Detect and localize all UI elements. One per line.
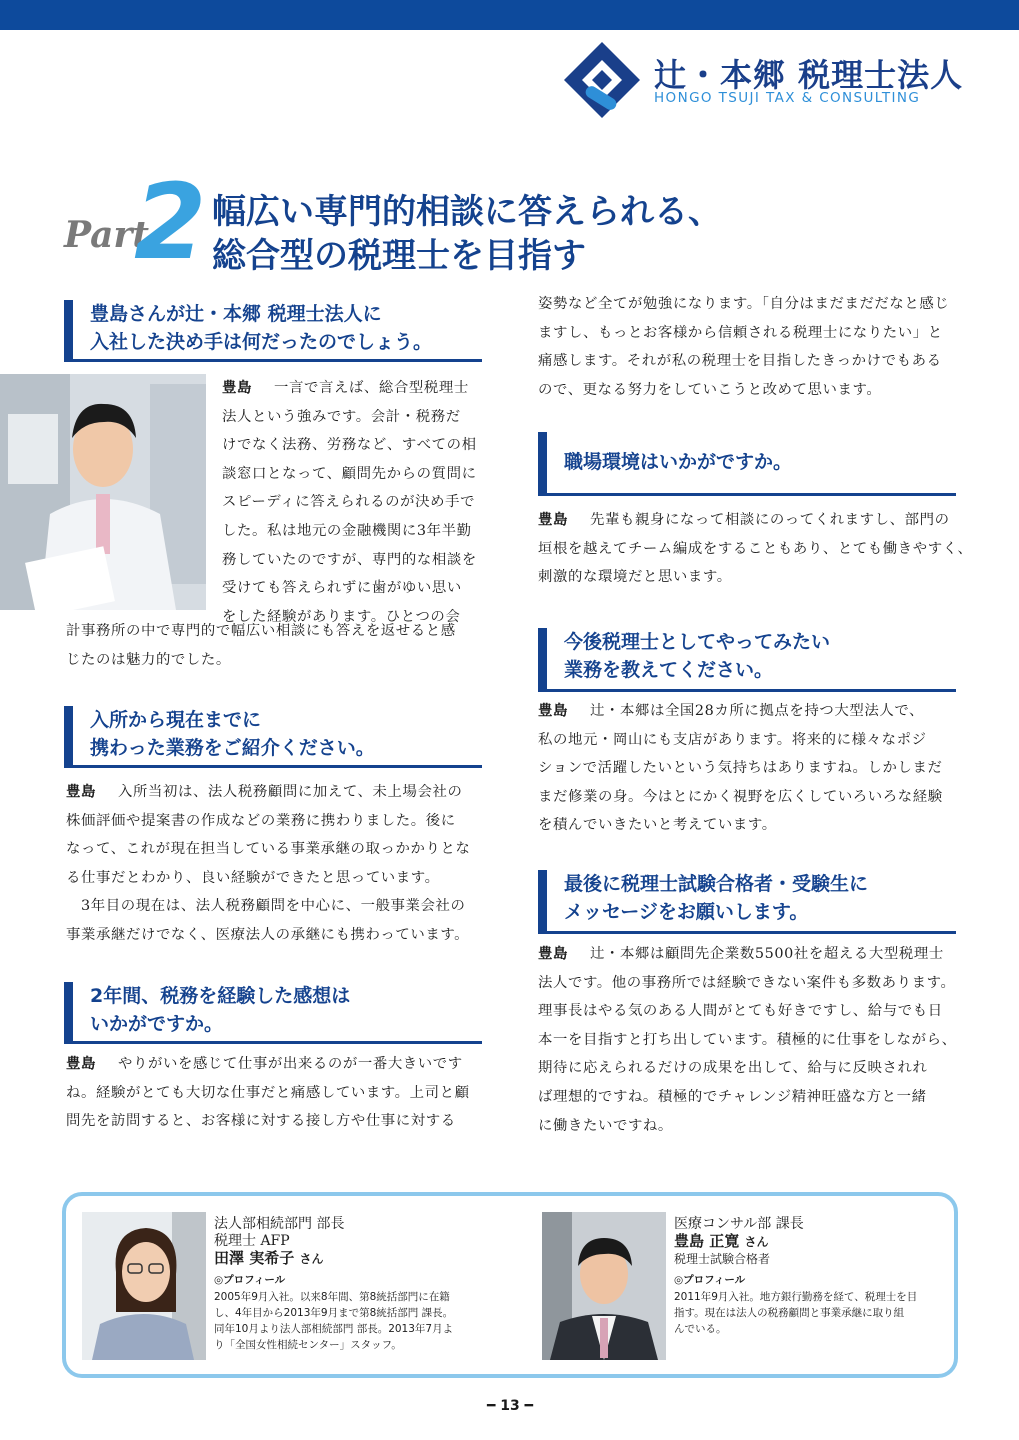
logo-subtitle: HONGO TSUJI TAX & CONSULTING <box>654 90 921 106</box>
profile-name: 豊島 正寛 さん <box>674 1232 769 1250</box>
title-line: 総合型の税理士を目指す <box>212 236 586 276</box>
profile-qualification: 税理士試験合格者 <box>674 1252 771 1266</box>
section-body: 豊島 入所当初は、法人税務顧問に加えて、未上場会社の 株価評価や提案書の作成などの業務に携わりました。後に なって、これが現在担当している事業承継の取っかかりとな る仕事だとわかり、良い経験ができたと思っています。 3年目の現在は、法人税務顧問を中心に、一般事業会社の 事業承継だけでなく、医療法人の承継にも携わっています。 <box>66 784 471 943</box>
section-heading: 職場環境はいかがですか。 <box>538 432 956 496</box>
person-photo-icon <box>0 374 206 610</box>
section-heading: 今後税理士としてやってみたい 業務を教えてください。 <box>538 628 956 692</box>
section-body: 豊島 辻・本郷は顧問先企業数5500社を超える大型税理士 法人です。他の事務所では経験できない案件も多数あります。 理事長はやる気のある人間がとても好きですし、給与でも日 本一を目指すと打ち出しています。積極的に仕事をしながら、 期待に応えられるだけの成果を出して、給与に反映されれ ば理想的ですね。積極的でチャレンジ精神旺盛な方と一緒 に働きたいですね。 <box>538 946 957 1134</box>
title-line: 幅広い専門的相談に答えられる、 <box>212 192 722 232</box>
part-number: 2 <box>134 161 207 283</box>
woman-portrait-icon <box>82 1212 206 1360</box>
page-number: ━ 13 ━ <box>486 1398 534 1414</box>
logo-mark-icon <box>562 40 642 120</box>
profile-text: 法人部相続部門 部長 税理士 AFP 田澤 実希子 さん ◎プロフィール 2005年9月入社。以来8年間、第8統括部門に在籍 し、4年目から2013年9月まで第8統括部門 課長。 同年10月より法人部相続部門 部長。2013年7月よ り「全国女性相続センター」スタッフ。 <box>214 1216 454 1351</box>
part-label: Part <box>64 214 150 256</box>
section-heading: 最後に税理士試験合格者・受験生に メッセージをお願いします。 <box>538 870 956 934</box>
profile-photo <box>542 1212 666 1360</box>
man-portrait-icon <box>542 1212 666 1360</box>
section-body: 豊島 辻・本郷は全国28カ所に拠点を持つ大型法人で、 私の地元・岡山にも支店があります。将来的に様々なポジ ションで活躍したいという気持ちはありますね。しかしまだ まだ修業の身。今はとにかく視野を広くしていろいろな経験 を積んでいきたいと考えています。 <box>538 703 943 834</box>
profile-title: 税理士 AFP <box>214 1233 290 1249</box>
section-heading: 豊島さんが辻・本郷 税理士法人に 入社した決め手は何だったのでしょう。 <box>64 300 482 362</box>
profile-label: ◎プロフィール <box>674 1274 746 1286</box>
profile-label: ◎プロフィール <box>214 1274 286 1286</box>
section-body: 豊島 一言で言えば、総合型税理士 法人という強みです。会計・税務だ けでなく法務、労務など、すべての相 談窓口となって、顧問先からの質問に スピーディに答えられるのが決め手で した。私は地元の金融機関に3年半勤 務していたのですが、専門的な相談を 受けても答えられずに歯がゆい思い をした経験があります。ひとつの会 <box>222 380 477 625</box>
section-body: 豊島 先輩も親身になって相談にのってくれますし、部門の 垣根を越えてチーム編成をすることもあり、とても働きやすく、 刺激的な環境だと思います。 <box>538 512 973 586</box>
profile-box <box>62 1192 958 1378</box>
section-body: 豊島 やりがいを感じて仕事が出来るのが一番大きいです ね。経験がとても大切な仕事だと痛感しています。上司と顧 問先を訪問すると、お客様に対する接し方や仕事に対する <box>66 1056 470 1130</box>
page-title <box>212 190 722 278</box>
section-body-continued: 姿勢など全てが勉強になります。「自分はまだまだだなと感じ ますし、もっとお客様から信頼される税理士になりたい」と 痛感します。それが私の税理士を目指したきっかけでもある ので、更なる努力をしていこうと改めて思います。 <box>538 296 950 398</box>
section-body: 計事務所の中で専門的で幅広い相談にも答えを返せると感 じたのは魅力的でした。 <box>66 623 456 668</box>
profile-name: 田澤 実希子 さん <box>214 1249 324 1267</box>
top-bar <box>0 0 1019 30</box>
logo-name: 辻・本郷 税理士法人 <box>654 56 964 94</box>
profile-photo <box>82 1212 206 1360</box>
profile-dept: 法人部相続部門 部長 <box>214 1216 345 1232</box>
section-heading: 2年間、税務を経験した感想は いかがですか。 <box>64 982 482 1044</box>
interview-photo <box>0 374 206 610</box>
section-heading: 入所から現在までに 携わった業務をご紹介ください。 <box>64 706 482 768</box>
company-logo <box>562 40 962 120</box>
profile-text: 医療コンサル部 課長 豊島 正寛 さん 税理士試験合格者 ◎プロフィール 2011年9月入社。地方銀行勤務を経て、税理士を目 指す。現在は法人の税務顧問と事業承継に取り組 んでいる。 <box>674 1216 918 1335</box>
profile-dept: 医療コンサル部 課長 <box>674 1216 804 1232</box>
